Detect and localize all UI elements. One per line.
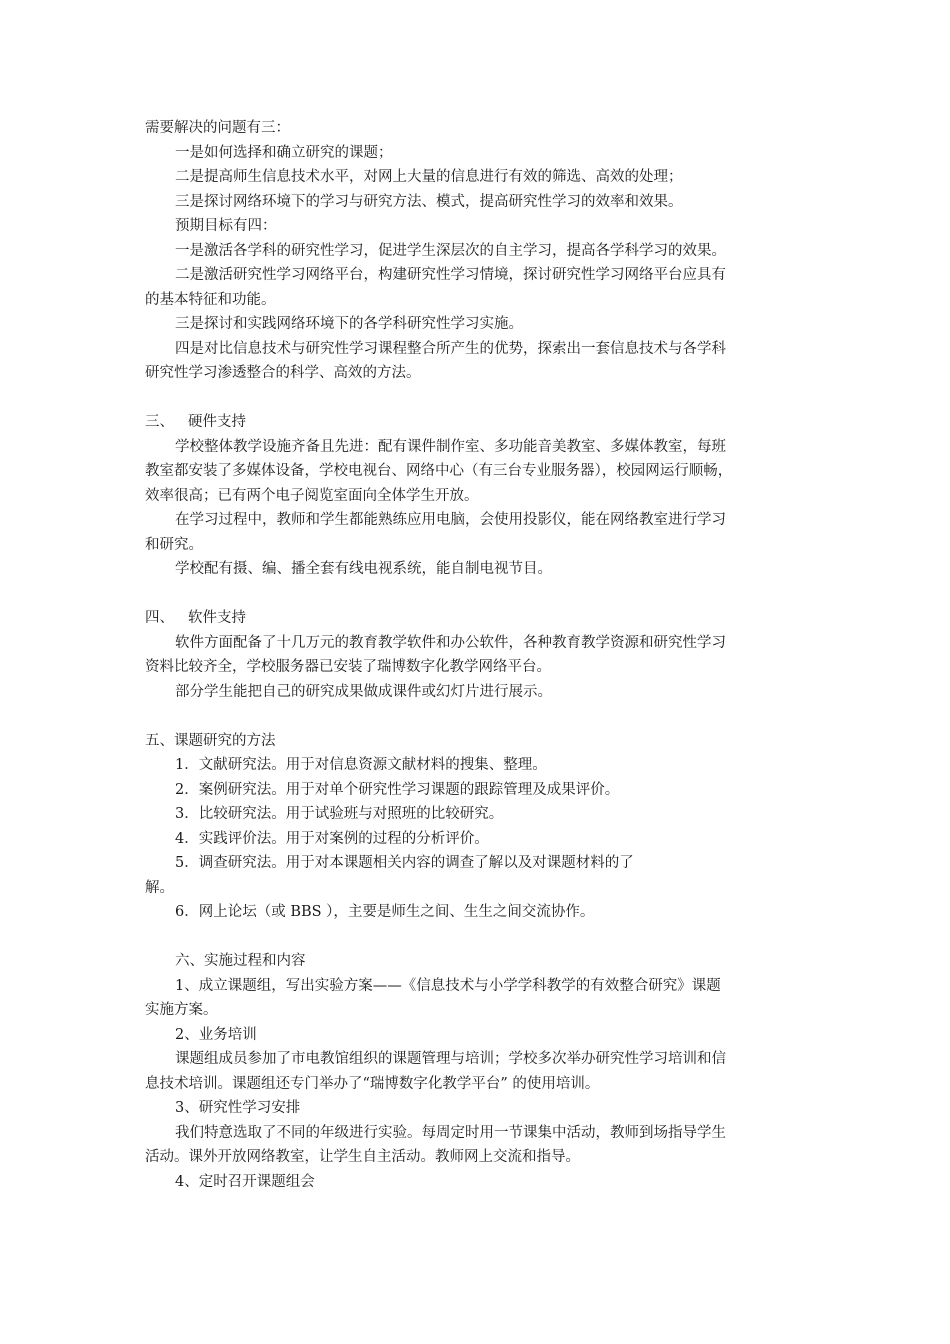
section-3-number: 三、 — [145, 414, 174, 430]
step-2-line-1: 课题组成员参加了市电教馆组织的课题管理与培训；学校多次举办研究性学习培训和信 — [175, 1051, 726, 1067]
document-body — [145, 116, 813, 1194]
section-4-number: 四、 — [145, 610, 174, 626]
section-4-p1-line-2: 资料比较齐全，学校服务器已安装了瑞博数字化教学网络平台。 — [145, 659, 551, 675]
step-4-title: 4、定时召开课题组会 — [175, 1173, 315, 1190]
section-4-p2: 部分学生能把自己的研究成果做成课件或幻灯片进行展示。 — [175, 683, 552, 700]
section-3-p2-line-2: 和研究。 — [145, 536, 203, 553]
section-3-p3: 学校配有摄、编、播全套有线电视系统，能自制电视节目。 — [175, 561, 552, 577]
section-3-p1-line-1: 学校整体教学设施齐备且先进：配有课件制作室、多功能音美教室、多媒体教室，每班 — [175, 438, 726, 455]
step-1-line-1: 1、成立课题组，写出实验方案——《信息技术与小学学科教学的有效整合研究》课题 — [175, 977, 721, 994]
section-4-title: 软件支持 — [188, 610, 246, 626]
goal-item-3: 三是探讨和实践网络环境下的各学科研究性学习实施。 — [175, 316, 523, 332]
spacer — [145, 704, 813, 729]
problem-item-2: 二是提高师生信息技术水平，对网上大量的信息进行有效的筛选、高效的处理； — [175, 169, 683, 185]
step-2-line-2: 息技术培训。课题组还专门举办了“瑞博数字化教学平台” 的使用培训。 — [145, 1075, 600, 1092]
section-3-p1-line-3: 效率很高；已有两个电子阅览室面向全体学生开放。 — [145, 487, 479, 504]
step-3-title: 3、研究性学习安排 — [175, 1100, 301, 1116]
method-5-line-2: 解。 — [145, 879, 174, 896]
spacer — [145, 582, 813, 607]
step-3-line-2: 活动。课外开放网络教室，让学生自主活动。教师网上交流和指导。 — [145, 1149, 580, 1165]
spacer — [145, 925, 813, 950]
goal-item-4-line-2: 研究性学习渗透整合的科学、高效的方法。 — [145, 365, 421, 381]
step-3-line-1: 我们特意选取了不同的年级进行实验。每周定时用一节课集中活动，教师到场指导学生 — [175, 1124, 726, 1141]
method-6: 6．网上论坛（或 BBS ），主要是师生之间、生生之间交流协作。 — [175, 904, 595, 920]
goal-item-2-line-2: 的基本特征和功能。 — [145, 291, 276, 308]
goals-intro: 预期目标有四： — [175, 218, 277, 234]
method-2: 2．案例研究法。用于对单个研究性学习课题的跟踪管理及成果评价。 — [175, 781, 620, 798]
method-5-line-1: 5．调查研究法。用于对本课题相关内容的调查了解以及对课题材料的了 — [175, 855, 634, 871]
spacer — [145, 386, 813, 411]
problem-item-1: 一是如何选择和确立研究的课题； — [175, 144, 393, 161]
section-5-title: 五、课题研究的方法 — [145, 732, 276, 749]
section-3-heading — [145, 410, 813, 435]
section-3-p2-line-1: 在学习过程中，教师和学生都能熟练应用电脑，会使用投影仪，能在网络教室进行学习 — [175, 512, 726, 528]
section-3-title: 硬件支持 — [188, 414, 246, 430]
goal-item-2-line-1: 二是激活研究性学习网络平台，构建研究性学习情境，探讨研究性学习网络平台应具有 — [175, 267, 726, 283]
step-1-line-2: 实施方案。 — [145, 1002, 218, 1018]
problems-intro: 需要解决的问题有三： — [145, 120, 290, 136]
section-3-p1-line-2: 教室都安装了多媒体设备，学校电视台、网络中心（有三台专业服务器），校园网运行顺畅， — [145, 463, 733, 479]
problem-item-3: 三是探讨网络环境下的学习与研究方法、模式，提高研究性学习的效率和效果。 — [175, 193, 683, 210]
section-4-p1-line-1: 软件方面配备了十几万元的教育教学软件和办公软件，各种教育教学资源和研究性学习 — [175, 634, 726, 651]
goal-item-1: 一是激活各学科的研究性学习，促进学生深层次的自主学习，提高各学科学习的效果。 — [175, 242, 726, 259]
method-4: 4．实践评价法。用于对案例的过程的分析评价。 — [175, 830, 489, 847]
method-1: 1．文献研究法。用于对信息资源文献材料的搜集、整理。 — [175, 757, 547, 773]
section-4-heading — [145, 606, 813, 631]
step-2-title: 2、业务培训 — [175, 1026, 257, 1043]
goal-item-4-line-1: 四是对比信息技术与研究性学习课程整合所产生的优势，探索出一套信息技术与各学科 — [175, 340, 726, 357]
method-3: 3．比较研究法。用于试验班与对照班的比较研究。 — [175, 806, 504, 822]
section-6-title: 六、实施过程和内容 — [175, 953, 306, 969]
